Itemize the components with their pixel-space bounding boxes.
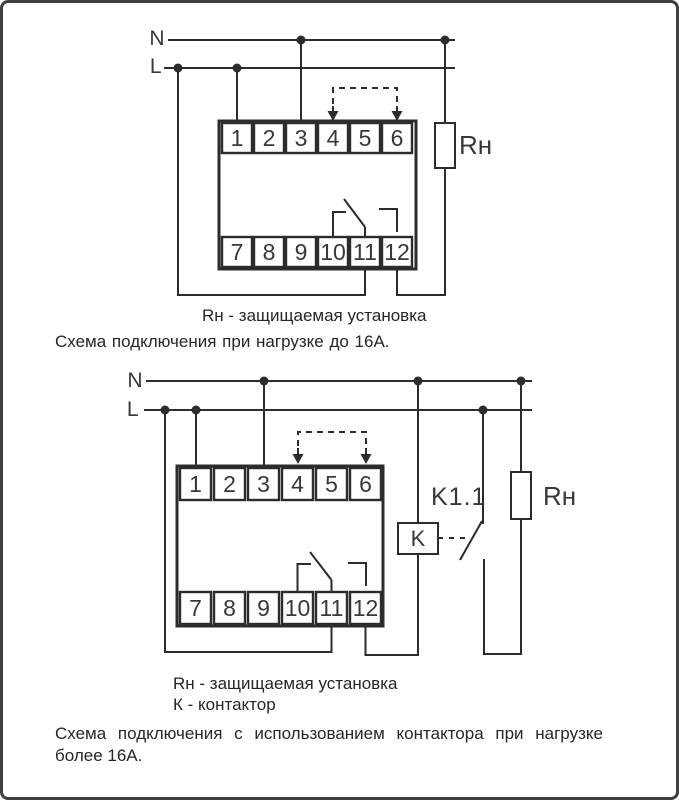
contactor-contact-blade <box>460 521 482 560</box>
svg-text:3: 3 <box>294 125 308 151</box>
contactor-coil-label: K <box>410 526 426 551</box>
jumper-dashed-link <box>333 88 397 104</box>
caption-over-16a-line2: более 16А. <box>55 746 143 765</box>
terminal-boxes-top <box>222 123 412 153</box>
junction-dots <box>161 377 526 415</box>
load-resistor <box>511 472 531 519</box>
caption-over-16a-line1: Схема подключения с использованием контактора при нагрузке <box>55 724 603 743</box>
svg-text:10: 10 <box>284 595 311 621</box>
l-bus-label: L <box>149 55 162 78</box>
svg-text:4: 4 <box>291 471 304 497</box>
load-resistor <box>435 123 455 168</box>
svg-text:4: 4 <box>326 125 340 151</box>
legend-load-bottom: Rн - защищаемая установка <box>173 674 398 693</box>
legend-contactor: К - контактор <box>173 695 276 714</box>
load-label: Rн <box>543 481 577 511</box>
diagram-with-contactor-over-16a <box>127 369 576 655</box>
diagram-load-up-to-16a <box>149 27 492 295</box>
load-label: Rн <box>459 130 493 160</box>
svg-text:8: 8 <box>262 239 276 265</box>
legend-load-top: Rн - защищаемая установка <box>202 306 427 325</box>
svg-text:9: 9 <box>257 595 270 621</box>
svg-text:11: 11 <box>319 595 344 621</box>
svg-text:11: 11 <box>353 239 377 265</box>
n-bus-label: N <box>149 27 165 50</box>
svg-text:7: 7 <box>189 595 202 621</box>
jumper-arrowheads <box>293 454 372 464</box>
junction-dots <box>174 36 450 73</box>
caption-up-to-16a: Схема подключения при нагрузке до 16А. <box>55 332 390 351</box>
svg-text:2: 2 <box>223 471 236 497</box>
svg-text:7: 7 <box>230 239 244 265</box>
svg-text:1: 1 <box>230 125 244 151</box>
svg-text:10: 10 <box>320 239 346 265</box>
svg-text:3: 3 <box>257 471 270 497</box>
jumper-arrow-shafts <box>298 448 366 455</box>
svg-text:9: 9 <box>294 239 308 265</box>
l-bus-label: L <box>126 398 139 421</box>
svg-text:12: 12 <box>384 239 410 265</box>
svg-text:1: 1 <box>189 471 202 497</box>
svg-text:6: 6 <box>390 125 404 151</box>
svg-text:6: 6 <box>359 471 372 497</box>
svg-text:5: 5 <box>358 125 372 151</box>
svg-text:5: 5 <box>325 471 338 497</box>
svg-text:8: 8 <box>223 595 236 621</box>
n-bus-label: N <box>127 369 143 392</box>
svg-text:2: 2 <box>262 125 276 151</box>
wire-contact-to-load <box>484 519 521 654</box>
contactor-contact-label: K1.1 <box>431 483 487 511</box>
svg-text:12: 12 <box>352 595 379 621</box>
jumper-dashed-link <box>298 432 366 446</box>
jumper-arrow-shafts <box>333 106 397 112</box>
